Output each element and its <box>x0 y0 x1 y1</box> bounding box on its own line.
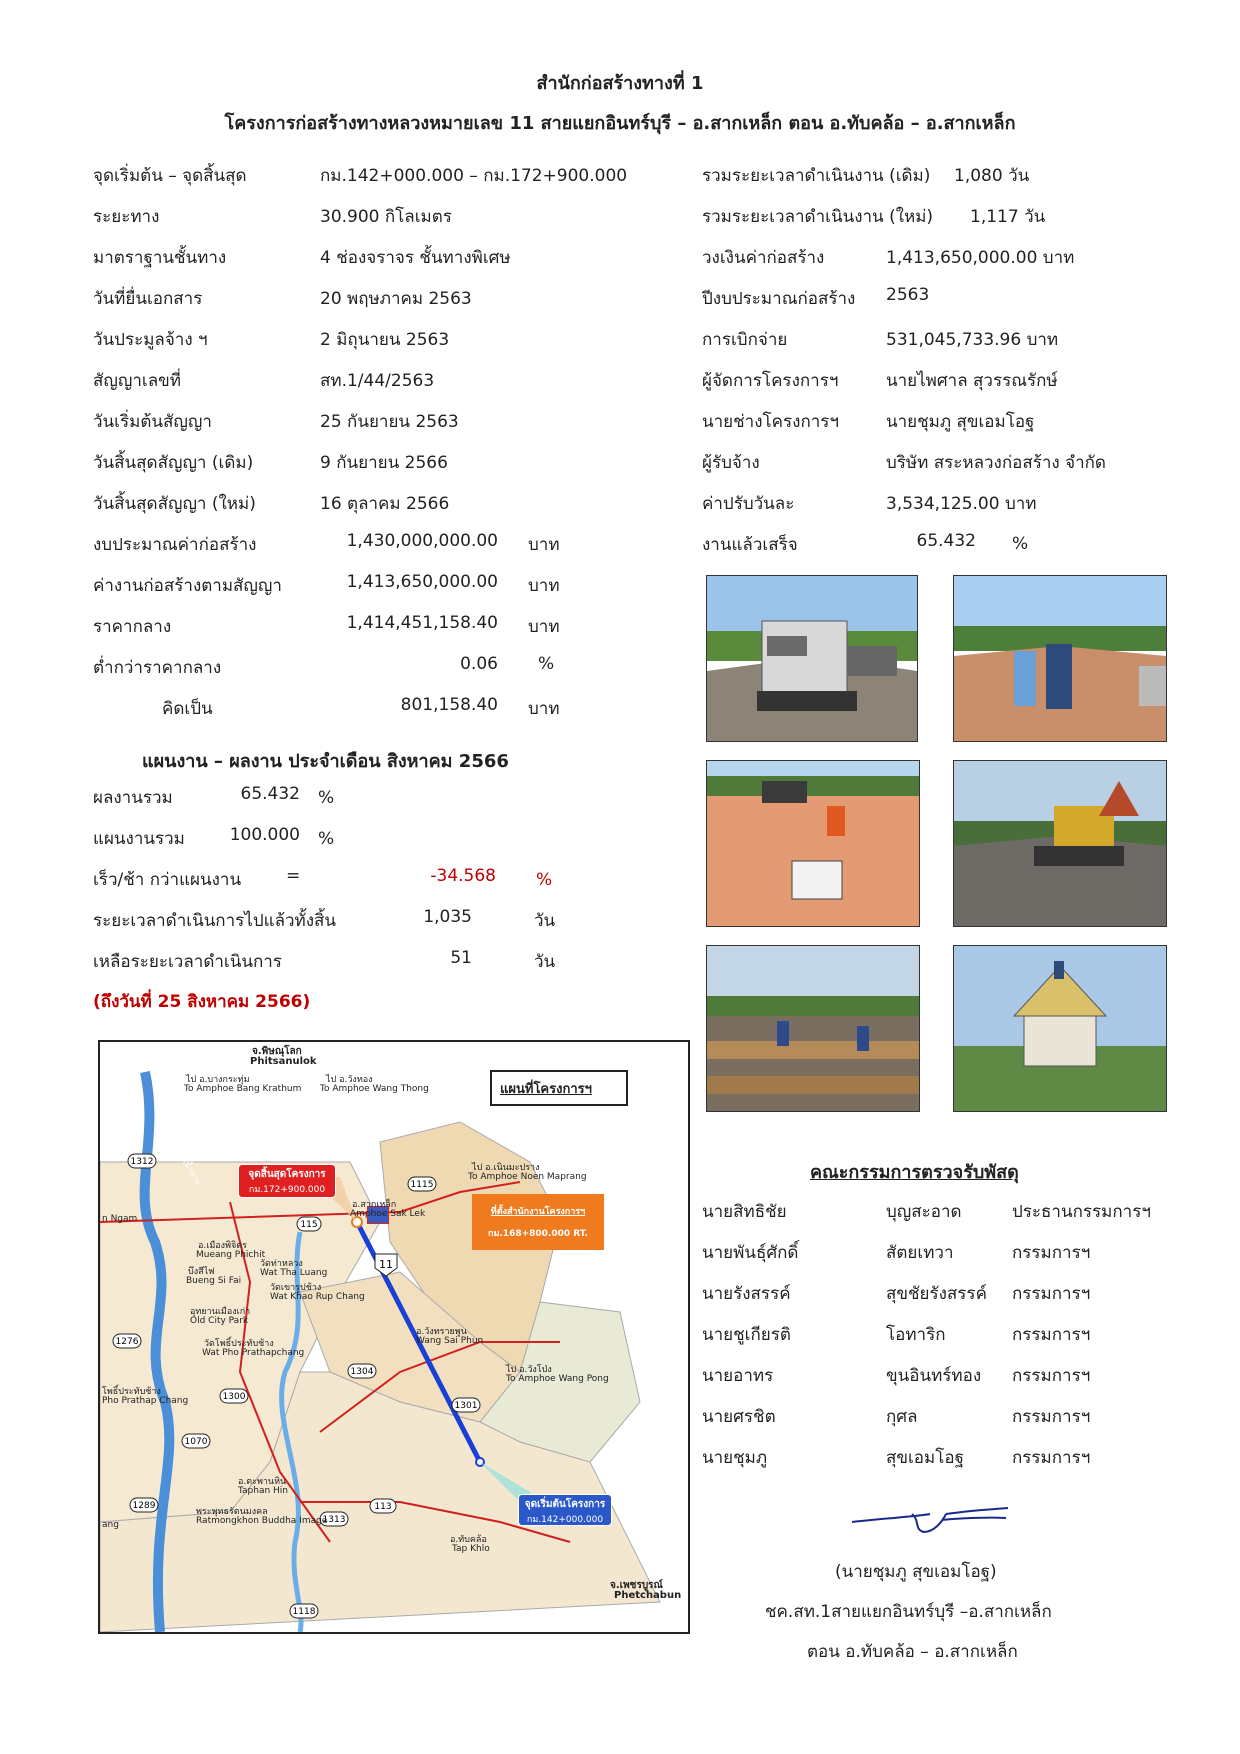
route-number: 1300 <box>222 1392 246 1402</box>
end-point-callout <box>238 1164 336 1198</box>
signer-position-2: ตอน อ.ทับคล้อ – อ.สากเหล็ก <box>807 1642 1018 1662</box>
progress-value: 51 <box>450 948 472 968</box>
map-label-old-city-park-en: Old City Park <box>190 1316 249 1326</box>
route-number: 1289 <box>132 1501 156 1511</box>
site-photo-bridge-formwork <box>706 945 920 1112</box>
progress-label: เหลือระยะเวลาดำเนินการ <box>93 952 282 972</box>
right-info-value: นายไพศาล สุวรรณรักษ์ <box>886 371 1058 391</box>
map-label-bueng-si-fai-th: บึงสีไฟ <box>188 1267 215 1277</box>
right-info-label: การเบิกจ่าย <box>702 330 788 350</box>
map-label-sak-lek-en: Amphoe Sak Lek <box>350 1209 426 1219</box>
map-label-wang-sai-phun-th: อ.วังทรายพูน <box>416 1327 467 1337</box>
project-map <box>98 1040 690 1634</box>
map-label-wat-tha-luang-th: วัดท่าหลวง <box>260 1259 303 1269</box>
right-info-label: ปีงบประมาณก่อสร้าง <box>702 289 856 309</box>
committee-member-first-name: นายชุมภู <box>702 1448 768 1468</box>
committee-member-last-name: ขุนอินทร์ทอง <box>886 1366 982 1386</box>
route-number: 1115 <box>410 1180 434 1190</box>
office-title: สำนักก่อสร้างทางที่ 1 <box>536 73 704 94</box>
committee-member-last-name: โอทาริก <box>886 1325 946 1345</box>
map-label-wang-sai-phun-en: Wang Sai Phun <box>416 1336 484 1346</box>
left-info-label: วันประมูลจ้าง ฯ <box>93 330 208 350</box>
map-label-ang: ang <box>102 1520 119 1530</box>
right-info-label: ผู้จัดการโครงการฯ <box>702 371 839 391</box>
progress-unit: วัน <box>534 952 556 972</box>
map-label-tap-khlo-th: อ.ทับคล้อ <box>450 1535 487 1545</box>
map-label-wat-khao-rup-chang-th: วัดเขารูปช้าง <box>270 1283 322 1293</box>
map-label-wang-thong-th: ไป อ.วังทอง <box>326 1075 373 1085</box>
route-number: 1304 <box>350 1367 374 1377</box>
progress-title: แผนงาน – ผลงาน ประจำเดือน สิงหาคม 2566 <box>142 751 509 772</box>
right-info-value: 2563 <box>886 285 930 305</box>
left-info-value: 30.900 กิโลเมตร <box>320 207 452 227</box>
site-photo-workers-road <box>953 575 1167 742</box>
route-number: 1070 <box>184 1437 208 1447</box>
map-label-pho-prathap-th: โพธิ์ประทับช้าง <box>102 1387 161 1397</box>
progress-unit: % <box>318 829 335 849</box>
left-info-label: สัญญาเลขที่ <box>93 371 181 391</box>
money-label: งบประมาณค่าก่อสร้าง <box>93 535 257 555</box>
end-point-km: กม.172+900.000 <box>248 1185 326 1195</box>
progress-eq: = <box>286 866 301 886</box>
office-location-label: ที่ตั้งสำนักงานโครงการฯ <box>490 1207 586 1217</box>
map-label-wat-tha-luang-en: Wat Tha Luang <box>260 1268 328 1278</box>
right-info-label: ผู้รับจ้าง <box>702 453 760 473</box>
map-label-muang-phichit-th: อ.เมืองพิจิตร <box>198 1241 247 1251</box>
right-info-value: 65.432 <box>916 531 976 551</box>
map-label-bang-krathum-th: ไป อ.บางกระทุ่ม <box>186 1075 250 1085</box>
route-number: 1312 <box>130 1157 154 1167</box>
committee-member-first-name: นายพันธุ์ศักดิ์ <box>702 1243 799 1263</box>
project-title: โครงการก่อสร้างทางหลวงหมายเลข 11 สายแยกอินทร์บุรี – อ.สากเหล็ก ตอน อ.ทับคล้อ – อ.สากเหล็ก <box>224 113 1016 134</box>
progress-value: 65.432 <box>240 784 300 804</box>
site-photo-grader <box>953 760 1167 927</box>
map-label-taphan-hin-en: Taphan Hin <box>238 1486 288 1496</box>
money-unit: บาท <box>528 699 560 719</box>
money-unit: บาท <box>528 617 560 637</box>
right-info-label: ค่าปรับวันละ <box>702 494 795 514</box>
progress-unit: วัน <box>534 911 556 931</box>
map-label-wang-pong-th: ไป อ.วังโป่ง <box>506 1365 552 1375</box>
map-label-phitsanulok-en: Phitsanulok <box>250 1056 317 1067</box>
right-info-label: วงเงินค่าก่อสร้าง <box>702 248 825 268</box>
map-label-phetchabun-en: Phetchabun <box>614 1590 682 1601</box>
right-info-unit: % <box>1012 534 1029 554</box>
map-label-wang-pong-en: To Amphoe Wang Pong <box>506 1374 609 1384</box>
committee-member-last-name: กุศล <box>886 1407 918 1427</box>
route-number: 11 <box>379 1258 393 1271</box>
right-info-value: 1,080 วัน <box>954 166 1030 186</box>
map-label-noen-maprang-th: ไป อ.เนินมะปราง <box>472 1163 540 1173</box>
left-info-value: กม.142+000.000 – กม.172+900.000 <box>320 166 628 186</box>
money-label: ราคากลาง <box>93 617 172 637</box>
left-info-label: วันที่ยื่นเอกสาร <box>93 289 203 309</box>
as-of-date: (ถึงวันที่ 25 สิงหาคม 2566) <box>93 992 311 1012</box>
left-info-value: 25 กันยายน 2563 <box>320 412 459 432</box>
money-unit: บาท <box>528 576 560 596</box>
office-callout <box>472 1194 604 1250</box>
map-label-wat-pho-th: วัดโพธิ์ประทับช้าง <box>204 1339 274 1349</box>
money-unit: % <box>538 654 555 674</box>
committee-member-first-name: นายอาทร <box>702 1366 774 1386</box>
committee-member-first-name: นายรังสรรค์ <box>702 1284 791 1304</box>
progress-value: -34.568 <box>430 866 496 886</box>
money-value: 1,430,000,000.00 <box>346 531 498 551</box>
committee-member-last-name: สุขชัยรังสรรค์ <box>886 1284 987 1304</box>
money-unit: บาท <box>528 535 560 555</box>
money-label: ต่ำกว่าราคากลาง <box>93 658 222 678</box>
committee-title: คณะกรรมการตรวจรับพัสดุ <box>810 1162 1019 1183</box>
map-label-buddha-th: พระพุทธรัตนมงคล <box>196 1507 268 1517</box>
route-number: 1118 <box>292 1607 316 1617</box>
office-location-km: กม.168+800.000 RT. <box>488 1229 588 1239</box>
right-info-value: 1,117 วัน <box>970 207 1046 227</box>
right-info-value: 1,413,650,000.00 บาท <box>886 248 1075 268</box>
committee-member-first-name: นายศรชิต <box>702 1407 776 1427</box>
progress-value: 100.000 <box>229 825 300 845</box>
left-info-label: วันเริ่มต้นสัญญา <box>93 412 212 432</box>
progress-label: ระยะเวลาดำเนินการไปแล้วทั้งสิ้น <box>93 911 337 931</box>
committee-member-last-name: สัตยเทวา <box>886 1243 954 1263</box>
start-point-label: จุดเริ่มต้นโครงการ <box>524 1499 606 1510</box>
map-label-n-ngam: n Ngam <box>102 1214 138 1224</box>
map-label-buddha-en: Ratmongkhon Buddha Image <box>196 1516 328 1526</box>
progress-unit: % <box>536 870 553 890</box>
left-info-label: จุดเริ่มต้น – จุดสิ้นสุด <box>93 166 247 186</box>
signature-image <box>850 1500 1010 1540</box>
map-label-wat-khao-rup-chang-en: Wat Khao Rup Chang <box>270 1292 365 1302</box>
signer-name: (นายชุมภู สุขเอมโอฐ) <box>835 1562 997 1582</box>
committee-member-role: กรรมการฯ <box>1012 1325 1091 1345</box>
map-label-bang-krathum-en: To Amphoe Bang Krathum <box>184 1084 302 1094</box>
map-label-tap-khlo-en: Tap Khlo <box>452 1544 490 1554</box>
right-info-label: รวมระยะเวลาดำเนินงาน (ใหม่) <box>702 207 934 227</box>
money-label: คิดเป็น <box>162 699 213 719</box>
right-info-value: บริษัท สระหลวงก่อสร้าง จำกัด <box>886 453 1106 473</box>
progress-label: เร็ว/ช้า กว่าแผนงาน <box>93 870 242 890</box>
committee-member-first-name: นายชูเกียรติ <box>702 1325 791 1345</box>
route-number: 113 <box>374 1502 392 1512</box>
committee-member-last-name: สุขเอมโอฐ <box>886 1448 964 1468</box>
money-value: 1,414,451,158.40 <box>346 613 498 633</box>
map-label-river: แม่น้ำน่าน <box>177 1150 203 1187</box>
map-label-muang-phichit-en: Mueang Phichit <box>196 1250 266 1260</box>
money-value: 1,413,650,000.00 <box>346 572 498 592</box>
money-value: 0.06 <box>460 654 498 674</box>
right-info-label: นายช่างโครงการฯ <box>702 412 839 432</box>
money-value: 801,158.40 <box>400 695 498 715</box>
left-info-value: 20 พฤษภาคม 2563 <box>320 289 472 309</box>
left-info-value: 16 ตุลาคม 2566 <box>320 494 450 514</box>
committee-member-role: กรรมการฯ <box>1012 1284 1091 1304</box>
start-point-callout <box>518 1494 612 1526</box>
left-info-label: วันสิ้นสุดสัญญา (เดิม) <box>93 453 254 473</box>
map-label-phitsanulok-th: จ.พิษณุโลก <box>252 1046 302 1057</box>
map-label-wat-pho-en: Wat Pho Prathapchang <box>202 1348 305 1358</box>
committee-member-last-name: บุญสะอาด <box>886 1202 962 1222</box>
map-label-bueng-si-fai-en: Bueng Si Fai <box>186 1276 242 1286</box>
map-label-phetchabun-th: จ.เพชรบูรณ์ <box>610 1580 663 1591</box>
progress-unit: % <box>318 788 335 808</box>
progress-label: ผลงานรวม <box>93 788 173 808</box>
start-point-km: กม.142+000.000 <box>526 1515 604 1525</box>
left-info-value: 4 ช่องจราจร ชั้นทางพิเศษ <box>320 248 511 268</box>
progress-label: แผนงานรวม <box>93 829 185 849</box>
committee-member-role: กรรมการฯ <box>1012 1448 1091 1468</box>
map-title: แผนที่โครงการฯ <box>500 1082 592 1097</box>
map-label-taphan-hin-th: อ.ตะพานหิน <box>238 1477 287 1487</box>
map-label-sak-lek-th: อ.สากเหล็ก <box>352 1200 397 1210</box>
left-info-label: ระยะทาง <box>93 207 160 227</box>
map-label-pho-prathap-en: Pho Prathap Chang <box>102 1396 189 1406</box>
progress-value: 1,035 <box>423 907 472 927</box>
right-info-value: 3,534,125.00 บาท <box>886 494 1037 514</box>
committee-member-first-name: นายสิทธิชัย <box>702 1202 787 1222</box>
left-info-label: วันสิ้นสุดสัญญา (ใหม่) <box>93 494 256 514</box>
committee-member-role: ประธานกรรมการฯ <box>1012 1202 1151 1222</box>
site-photo-pavilion <box>953 945 1167 1112</box>
money-label: ค่างานก่อสร้างตามสัญญา <box>93 576 282 596</box>
route-number: 1276 <box>115 1337 139 1347</box>
map-label-noen-maprang-en: To Amphoe Noen Maprang <box>468 1172 587 1182</box>
right-info-label: รวมระยะเวลาดำเนินงาน (เดิม) <box>702 166 931 186</box>
map-title-box <box>490 1070 628 1106</box>
right-info-value: 531,045,733.96 บาท <box>886 330 1059 350</box>
map-label-wang-thong-en: To Amphoe Wang Thong <box>320 1084 429 1094</box>
site-photo-survey-pickup <box>706 760 920 927</box>
site-photo-milling-machine <box>706 575 918 742</box>
route-number: 1301 <box>454 1401 478 1411</box>
committee-member-role: กรรมการฯ <box>1012 1407 1091 1427</box>
left-info-value: 2 มิถุนายน 2563 <box>320 330 450 350</box>
left-info-label: มาตราฐานชั้นทาง <box>93 248 227 268</box>
committee-member-role: กรรมการฯ <box>1012 1366 1091 1386</box>
route-number: 115 <box>300 1220 318 1230</box>
right-info-value: นายชุมภู สุขเอมโอฐ <box>886 412 1035 432</box>
end-point-label: จุดสิ้นสุดโครงการ <box>248 1169 326 1180</box>
right-info-label: งานแล้วเสร็จ <box>702 535 798 555</box>
signer-position-1: ชค.สท.1สายแยกอินทร์บุรี –อ.สากเหล็ก <box>765 1602 1052 1622</box>
map-label-old-city-park-th: อุทยานเมืองเก่า <box>190 1307 251 1317</box>
left-info-value: 9 กันยายน 2566 <box>320 453 448 473</box>
route-number: 1313 <box>322 1515 346 1525</box>
left-info-value: สท.1/44/2563 <box>320 371 435 391</box>
committee-member-role: กรรมการฯ <box>1012 1243 1091 1263</box>
